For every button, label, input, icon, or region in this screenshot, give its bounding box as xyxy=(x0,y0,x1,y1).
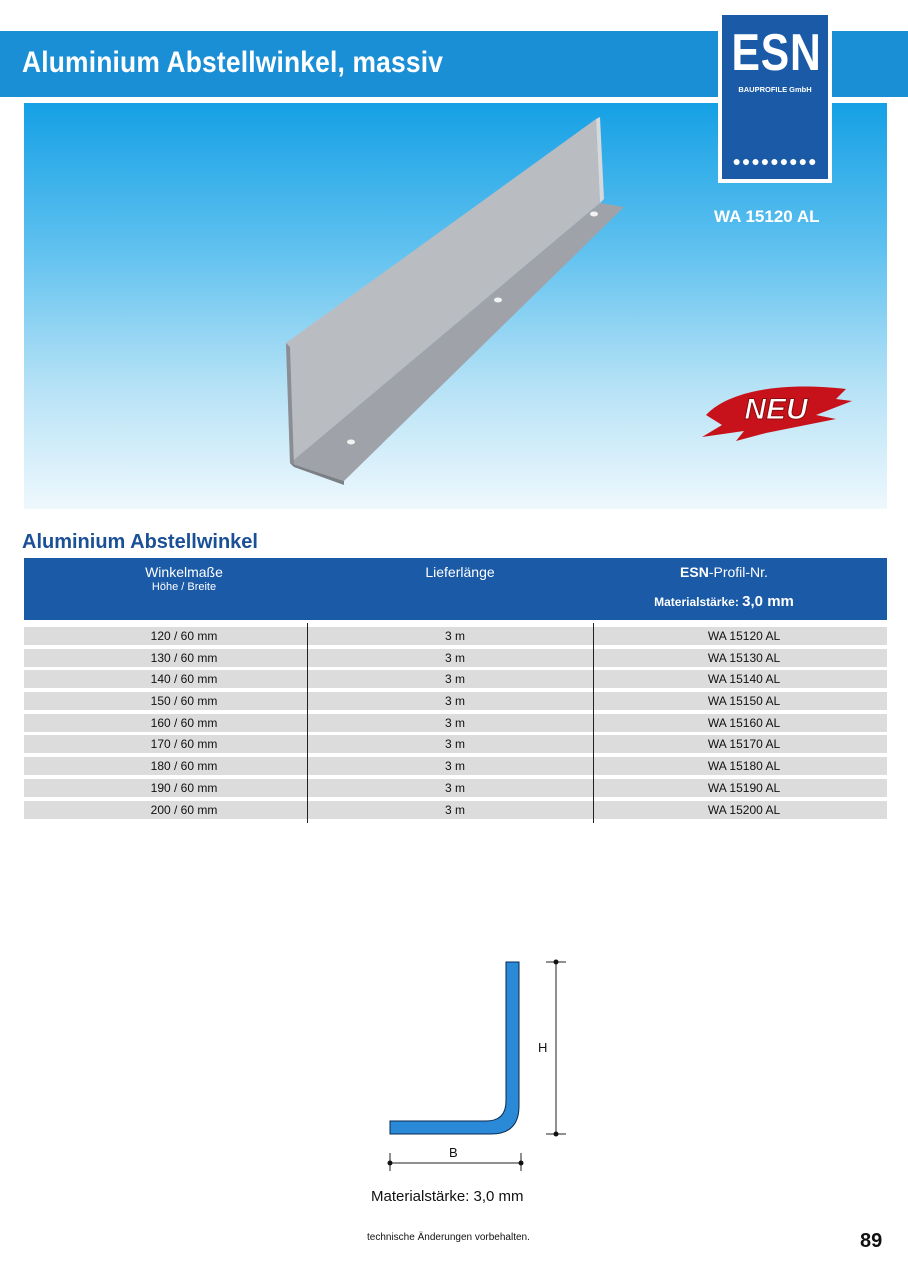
cell-code: WA 15200 AL xyxy=(707,802,781,817)
cell-length: 3 m xyxy=(444,715,465,730)
width-label: B xyxy=(449,1145,458,1160)
cell-size: 150 / 60 mm xyxy=(150,694,218,709)
footer-note: technische Änderungen vorbehalten. xyxy=(367,1232,530,1243)
cell-size: 170 / 60 mm xyxy=(150,737,218,752)
cell-code: WA 15180 AL xyxy=(707,759,781,774)
column-divider xyxy=(593,623,594,823)
cell-length: 3 m xyxy=(444,672,465,687)
cell-length: 3 m xyxy=(444,694,465,709)
thickness-value: 3,0 mm xyxy=(742,593,794,610)
article-code: WA 15120 AL xyxy=(714,207,820,226)
section-title: Aluminium Abstellwinkel xyxy=(22,531,258,553)
cell-size: 120 / 60 mm xyxy=(150,629,218,643)
table-row xyxy=(24,670,887,692)
cell-length: 3 m xyxy=(444,802,465,817)
cell-length: 3 m xyxy=(444,650,465,665)
new-badge xyxy=(696,375,856,445)
diagram-caption: Materialstärke: 3,0 mm xyxy=(371,1188,524,1205)
cell-size: 200 / 60 mm xyxy=(150,802,218,817)
col-header-profile xyxy=(574,564,874,580)
table-row xyxy=(24,714,887,736)
cell-length: 3 m xyxy=(444,780,465,795)
col-header-brand: ESN xyxy=(680,564,709,580)
table-row xyxy=(24,779,887,801)
table-body xyxy=(24,627,887,822)
table-row xyxy=(24,627,887,649)
esn-logo xyxy=(718,11,832,183)
cell-length: 3 m xyxy=(444,629,465,643)
page-number: 89 xyxy=(860,1230,883,1252)
logo-subtitle: BAUPROFILE GmbH xyxy=(738,85,812,94)
cell-code: WA 15130 AL xyxy=(707,650,781,665)
table-header xyxy=(24,558,887,620)
cell-size: 180 / 60 mm xyxy=(150,759,218,774)
cell-length: 3 m xyxy=(444,737,465,752)
cell-code: WA 15150 AL xyxy=(707,694,781,709)
page-title: Aluminium Abstellwinkel, massiv xyxy=(22,46,444,79)
logo-dots: ●●●●●●●●● xyxy=(732,153,818,169)
cell-code: WA 15170 AL xyxy=(707,737,781,752)
cell-length: 3 m xyxy=(444,759,465,774)
table-row xyxy=(24,801,887,823)
table-row xyxy=(24,692,887,714)
table-row xyxy=(24,649,887,671)
cell-code: WA 15190 AL xyxy=(707,780,781,795)
col-header-profile-label: -Profil-Nr. xyxy=(708,564,768,580)
cell-code: WA 15120 AL xyxy=(707,629,781,643)
col-header-length: Lieferlänge xyxy=(425,564,495,580)
col-header-size: Winkelmaße xyxy=(145,564,223,580)
cell-size: 140 / 60 mm xyxy=(150,672,218,687)
thickness-header xyxy=(574,593,874,610)
column-divider xyxy=(307,623,308,823)
profile-drawing xyxy=(380,950,580,1175)
cell-size: 190 / 60 mm xyxy=(150,780,218,795)
thickness-label: Materialstärke: xyxy=(654,595,739,609)
cell-size: 160 / 60 mm xyxy=(150,715,218,730)
cell-code: WA 15140 AL xyxy=(707,672,781,687)
new-badge-text: NEU xyxy=(744,393,808,426)
col-header-size-sub: Höhe / Breite xyxy=(151,581,217,593)
table-row xyxy=(24,735,887,757)
cell-size: 130 / 60 mm xyxy=(150,650,218,665)
logo-text: ESN xyxy=(731,24,822,82)
height-label: H xyxy=(538,1040,548,1055)
table-row xyxy=(24,757,887,779)
cell-code: WA 15160 AL xyxy=(707,715,781,730)
